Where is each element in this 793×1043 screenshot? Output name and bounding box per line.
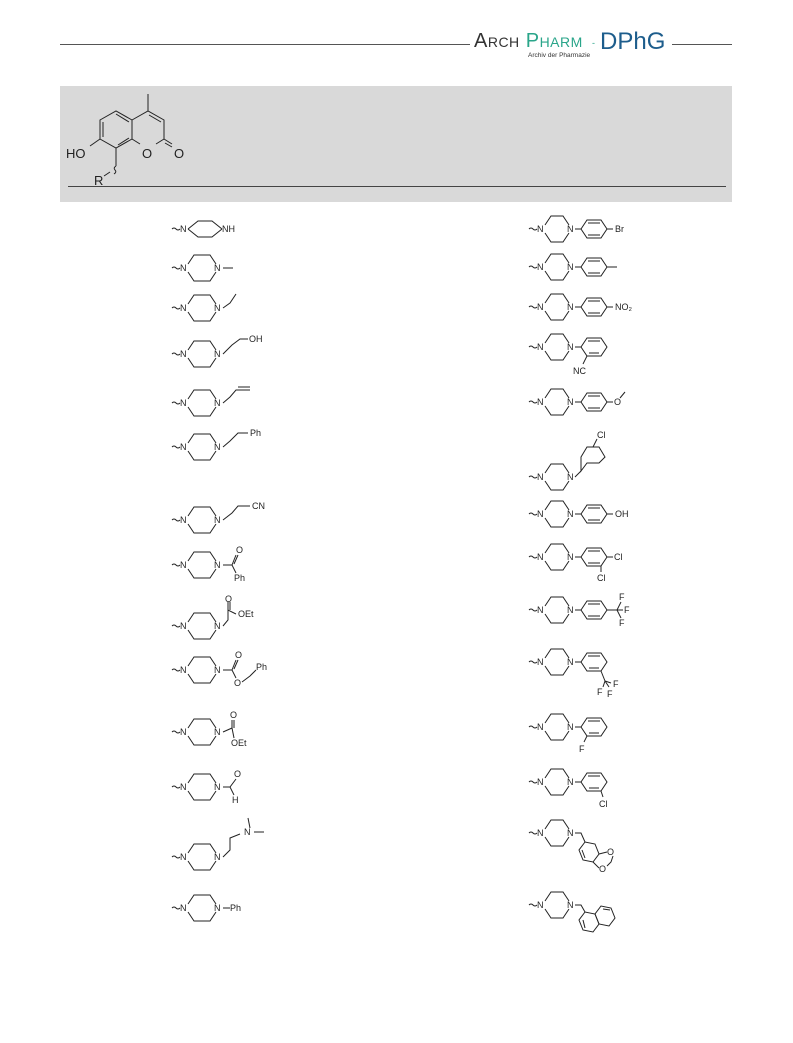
- right-3-n2: N: [567, 302, 574, 312]
- left-10-ph: Ph: [256, 662, 268, 672]
- right-structure-11: [527, 710, 647, 760]
- right-6-n1: N: [537, 472, 544, 482]
- left-5-n2: N: [214, 398, 221, 408]
- left-2-n1: N: [180, 263, 187, 273]
- left-13-n1: N: [180, 852, 187, 862]
- left-4-n2: N: [214, 349, 221, 359]
- right-5-n2: N: [567, 397, 574, 407]
- left-structure-1: [170, 212, 280, 252]
- left-structure-6: [170, 425, 290, 465]
- right-5-n1: N: [537, 397, 544, 407]
- right-structure-5: [527, 385, 647, 425]
- left-structure-2: [170, 251, 280, 291]
- scaffold-oh-label: HO: [66, 146, 86, 161]
- right-9-n1: N: [537, 605, 544, 615]
- right-structure-10: [527, 645, 647, 705]
- right-4-n2: N: [567, 342, 574, 352]
- left-4-oh: OH: [249, 334, 263, 344]
- right-structure-6: [527, 425, 647, 495]
- right-7-oh: OH: [615, 509, 629, 519]
- right-10-n1: N: [537, 657, 544, 667]
- right-structure-14: [527, 890, 647, 940]
- right-4-nc: NC: [573, 366, 586, 376]
- right-8-n1: N: [537, 552, 544, 562]
- right-14-n2: N: [567, 900, 574, 910]
- left-9-oet: OEt: [238, 609, 254, 619]
- left-6-ph: Ph: [250, 428, 262, 438]
- right-6-n2: N: [567, 472, 574, 482]
- right-12-n1: N: [537, 777, 544, 787]
- logo-dash: -: [592, 38, 595, 48]
- left-10-o1: O: [235, 650, 243, 660]
- journal-logo: [472, 28, 672, 68]
- right-7-n2: N: [567, 509, 574, 519]
- right-13-o2: O: [599, 864, 607, 874]
- left-11-n1: N: [180, 727, 187, 737]
- left-8-n1: N: [180, 560, 187, 570]
- left-5-n1: N: [180, 398, 187, 408]
- left-12-o: O: [234, 769, 242, 779]
- left-3-n1: N: [180, 303, 187, 313]
- left-4-n1: N: [180, 349, 187, 359]
- left-structure-5: [170, 381, 290, 421]
- right-structure-13: [527, 818, 647, 878]
- right-8-cl1: Cl: [614, 552, 623, 562]
- left-8-n2: N: [214, 560, 221, 570]
- left-9-n1: N: [180, 621, 187, 631]
- scaffold-r-label: R: [94, 173, 104, 188]
- right-12-n2: N: [567, 777, 574, 787]
- left-10-n1: N: [180, 665, 187, 675]
- right-2-n1: N: [537, 262, 544, 272]
- right-9-f1: F: [619, 592, 625, 602]
- left-10-n2: N: [214, 665, 221, 675]
- right-8-cl2: Cl: [597, 573, 606, 583]
- header-rule-left: [60, 44, 470, 45]
- left-7-n2: N: [214, 515, 221, 525]
- right-10-n2: N: [567, 657, 574, 667]
- right-10-f2: F: [597, 687, 603, 697]
- left-13-n2: N: [214, 852, 221, 862]
- left-11-n2: N: [214, 727, 221, 737]
- right-6-cl: Cl: [597, 430, 606, 440]
- left-12-n1: N: [180, 782, 187, 792]
- logo-arch: Arch: [474, 30, 520, 52]
- right-13-n1: N: [537, 828, 544, 838]
- logo-subtitle: Archiv der Pharmazie: [528, 52, 591, 59]
- left-structure-9: [170, 596, 300, 641]
- right-1-br: Br: [615, 224, 624, 234]
- right-structure-7: [527, 497, 647, 537]
- left-structure-12: [170, 765, 300, 810]
- right-structure-8: [527, 540, 647, 585]
- left-2-n2: N: [214, 263, 221, 273]
- left-9-n2: N: [214, 621, 221, 631]
- right-3-no2: NO₂: [615, 302, 632, 312]
- left-8-o: O: [236, 545, 244, 555]
- left-structure-3: [170, 290, 280, 330]
- left-7-n1: N: [180, 515, 187, 525]
- left-1-n1: N: [180, 224, 187, 234]
- right-1-n2: N: [567, 224, 574, 234]
- left-14-n1: N: [180, 903, 187, 913]
- right-structure-1: [527, 212, 647, 252]
- left-6-n2: N: [214, 442, 221, 452]
- left-structure-7: [170, 498, 290, 538]
- right-9-f3: F: [619, 618, 625, 628]
- left-11-oet: OEt: [231, 738, 247, 748]
- left-structure-14: [170, 890, 280, 930]
- right-structure-3: [527, 290, 657, 330]
- logo-dphg: DPhG: [600, 28, 666, 55]
- right-9-n2: N: [567, 605, 574, 615]
- scaffold-carbonyl-o-label: O: [174, 146, 185, 161]
- left-structure-11: [170, 710, 300, 755]
- left-7-cn: CN: [252, 501, 265, 511]
- left-13-n3: N: [244, 827, 251, 837]
- right-10-f1: F: [613, 679, 619, 689]
- right-13-o1: O: [607, 847, 615, 857]
- right-5-o: O: [614, 397, 622, 407]
- right-12-cl: Cl: [599, 799, 608, 809]
- left-14-n2: N: [214, 903, 221, 913]
- left-9-o: O: [225, 594, 233, 604]
- right-structure-4: [527, 330, 647, 380]
- right-7-n1: N: [537, 509, 544, 519]
- left-8-ph: Ph: [234, 573, 246, 583]
- left-structure-4: [170, 333, 290, 373]
- right-3-n1: N: [537, 302, 544, 312]
- right-11-n2: N: [567, 722, 574, 732]
- left-1-nh: NH: [222, 224, 235, 234]
- right-8-n2: N: [567, 552, 574, 562]
- left-6-n1: N: [180, 442, 187, 452]
- right-structure-9: [527, 590, 657, 635]
- left-14-ph: Ph: [230, 903, 242, 913]
- right-14-n1: N: [537, 900, 544, 910]
- left-structure-10: [170, 648, 300, 693]
- right-13-n2: N: [567, 828, 574, 838]
- right-4-n1: N: [537, 342, 544, 352]
- left-11-o: O: [230, 710, 238, 720]
- left-structure-8: [170, 543, 290, 588]
- right-11-f: F: [579, 744, 585, 754]
- right-2-n2: N: [567, 262, 574, 272]
- header-rule-right: [672, 44, 732, 45]
- left-structure-13: [170, 816, 300, 876]
- right-11-n1: N: [537, 722, 544, 732]
- right-9-f2: F: [624, 605, 630, 615]
- left-10-o2: O: [234, 678, 242, 688]
- left-3-n2: N: [214, 303, 221, 313]
- right-structure-2: [527, 250, 647, 290]
- right-1-n1: N: [537, 224, 544, 234]
- right-10-f3: F: [607, 689, 613, 699]
- right-structure-12: [527, 765, 647, 815]
- left-12-n2: N: [214, 782, 221, 792]
- left-12-h: H: [232, 795, 239, 805]
- scaffold-ring-o-label: O: [142, 146, 153, 161]
- logo-pharm: Pharm: [525, 30, 583, 52]
- coumarin-scaffold-structure: [60, 86, 260, 202]
